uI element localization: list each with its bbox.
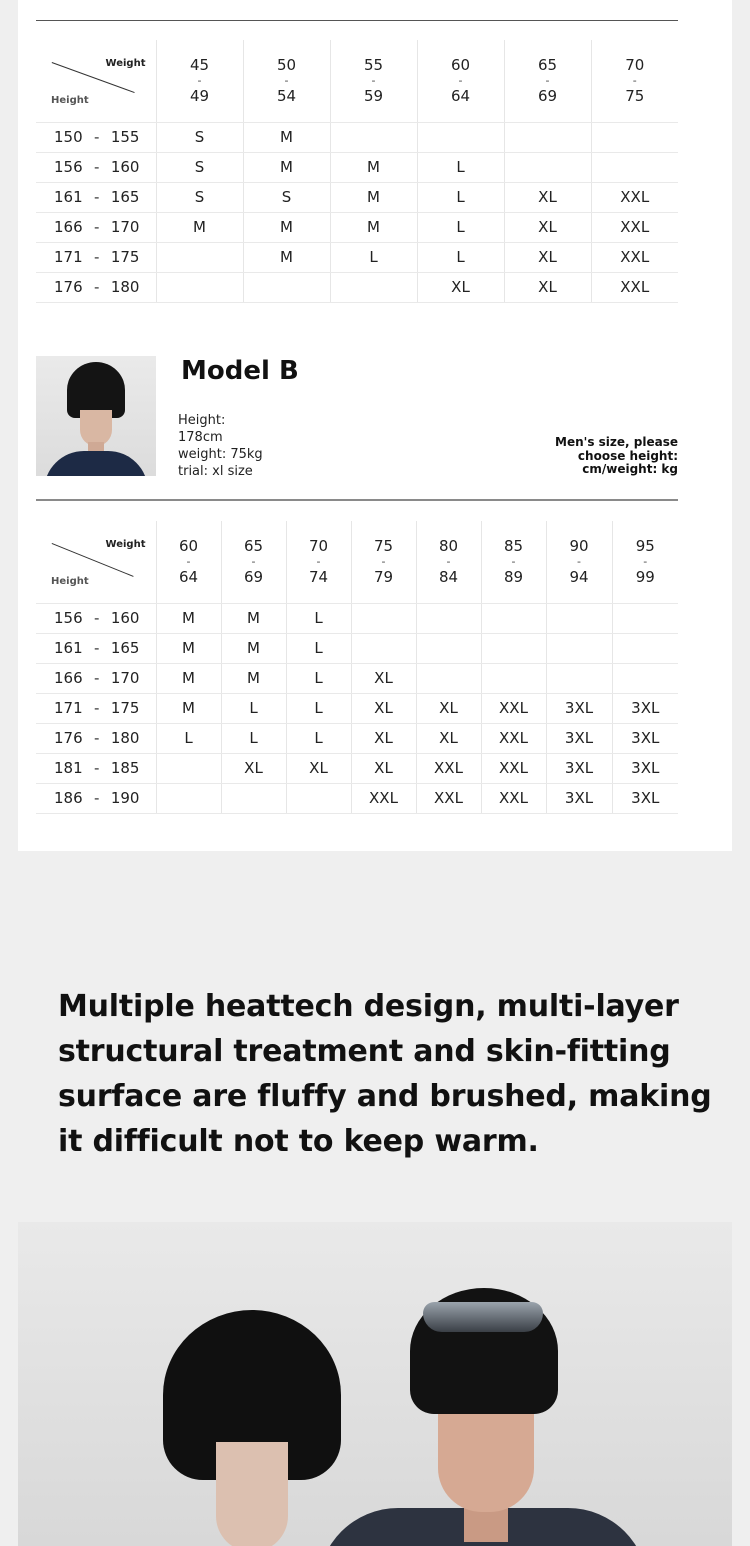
height-from: 156 — [54, 609, 83, 627]
range-dash: - — [316, 554, 321, 568]
range-dash: - — [458, 73, 463, 87]
weight-axis-label: Weight — [105, 539, 146, 550]
size-cell — [416, 633, 481, 663]
range-dash: - — [94, 669, 100, 687]
height-range — [36, 278, 156, 296]
table-row — [36, 242, 678, 272]
height-range-cell — [36, 272, 156, 302]
height-to: 175 — [110, 699, 140, 717]
size-cell: M — [156, 633, 221, 663]
height-from: 186 — [54, 789, 83, 807]
range-dash: - — [94, 188, 100, 206]
range-dash: - — [545, 73, 550, 87]
table-row — [36, 663, 678, 693]
height-range-cell — [36, 753, 156, 783]
size-cell: XL — [351, 753, 416, 783]
size-cell — [156, 242, 243, 272]
size-cell — [612, 663, 678, 693]
size-cell: M — [330, 182, 417, 212]
height-from: 161 — [54, 639, 83, 657]
size-cell: XXL — [481, 753, 546, 783]
size-cell — [504, 152, 591, 182]
weight-range-header — [481, 521, 546, 603]
range-dash: - — [94, 789, 100, 807]
size-cell — [481, 633, 546, 663]
table-row — [36, 182, 678, 212]
height-from: 176 — [54, 729, 83, 747]
height-axis-label: Height — [51, 575, 89, 587]
weight-range-header — [546, 521, 612, 603]
size-cell: L — [417, 212, 504, 242]
size-cell — [330, 122, 417, 152]
size-cell — [221, 783, 286, 813]
model-b-height-value: 178cm — [178, 430, 223, 445]
height-range — [36, 218, 156, 236]
size-cell — [612, 603, 678, 633]
range-dash: - — [251, 554, 256, 568]
weight-range — [418, 57, 504, 105]
weight-to: 74 — [308, 567, 329, 586]
size-note: Men's size, please choose height: cm/weight: kg — [555, 435, 678, 476]
height-to: 170 — [110, 669, 140, 687]
range-dash: - — [94, 248, 100, 266]
size-cell: 3XL — [546, 783, 612, 813]
size-cell: XL — [286, 753, 351, 783]
weight-range — [287, 538, 351, 586]
size-cell: XL — [416, 693, 481, 723]
size-cell: XL — [351, 663, 416, 693]
height-range — [36, 729, 156, 747]
height-range-cell — [36, 152, 156, 182]
size-cell: S — [156, 152, 243, 182]
range-dash: - — [94, 729, 100, 747]
weight-from: 90 — [569, 536, 589, 555]
size-cell: XXL — [591, 182, 678, 212]
weight-to: 94 — [569, 567, 589, 586]
range-dash: - — [577, 554, 581, 568]
size-cell: M — [330, 152, 417, 182]
size-cell — [416, 663, 481, 693]
table-row — [36, 633, 678, 663]
size-cell: M — [243, 212, 330, 242]
size-cell: 3XL — [612, 753, 678, 783]
size-cell: XXL — [591, 272, 678, 302]
size-cell: M — [221, 663, 286, 693]
height-range-cell — [36, 663, 156, 693]
size-cell: XXL — [481, 783, 546, 813]
table-row — [36, 753, 678, 783]
weight-from: 75 — [373, 536, 394, 555]
height-from: 171 — [54, 699, 83, 717]
size-cell — [612, 633, 678, 663]
size-cell: 3XL — [612, 783, 678, 813]
height-from: 150 — [54, 128, 83, 146]
size-cell: XL — [221, 753, 286, 783]
height-range — [36, 759, 156, 777]
height-range — [36, 639, 156, 657]
height-to: 170 — [110, 218, 140, 236]
weight-to: 69 — [537, 86, 558, 105]
range-dash: - — [94, 699, 100, 717]
weight-range-header — [156, 40, 243, 122]
table-row — [36, 783, 678, 813]
weight-range-header — [221, 521, 286, 603]
size-cell — [546, 663, 612, 693]
sunglasses — [423, 1302, 543, 1332]
height-range-cell — [36, 693, 156, 723]
height-to: 155 — [110, 128, 140, 146]
size-cell: L — [156, 723, 221, 753]
range-dash: - — [94, 278, 100, 296]
size-cell: XL — [351, 723, 416, 753]
size-table-a — [36, 40, 678, 303]
weight-to: 84 — [438, 567, 459, 586]
weight-to: 59 — [363, 86, 384, 105]
weight-range-header — [330, 40, 417, 122]
weight-range-header — [504, 40, 591, 122]
size-cell: XL — [504, 212, 591, 242]
height-range — [36, 669, 156, 687]
height-range — [36, 789, 156, 807]
range-dash: - — [371, 73, 376, 87]
range-dash: - — [94, 218, 100, 236]
range-dash: - — [381, 554, 386, 568]
weight-range-header — [612, 521, 678, 603]
size-cell: M — [221, 633, 286, 663]
height-axis-label: Height — [51, 94, 89, 106]
height-to: 165 — [110, 188, 140, 206]
weight-range-header — [351, 521, 416, 603]
height-range-cell — [36, 242, 156, 272]
height-range — [36, 699, 156, 717]
size-table-b — [36, 521, 678, 814]
weight-from: 70 — [625, 55, 645, 74]
size-cell: 3XL — [612, 693, 678, 723]
product-tagline: Multiple heattech design, multi-layer structural treatment and skin-fitting surface are fluffy and brushed, making it difficult not to keep warm. — [58, 989, 712, 1159]
weight-axis-label: Weight — [105, 58, 146, 69]
size-cell — [243, 272, 330, 302]
size-cell — [504, 122, 591, 152]
table-row — [36, 603, 678, 633]
weight-from: 45 — [189, 55, 210, 74]
model-b-photo — [36, 356, 156, 476]
middle-divider — [36, 499, 678, 501]
height-range-cell — [36, 182, 156, 212]
size-cell — [286, 783, 351, 813]
weight-range — [417, 538, 481, 586]
size-cell: L — [221, 693, 286, 723]
weight-to: 64 — [178, 567, 199, 586]
model-b-height-label: Height: — [178, 413, 226, 428]
height-range — [36, 158, 156, 176]
product-photo — [18, 1222, 732, 1546]
size-cell — [591, 122, 678, 152]
height-range-cell — [36, 212, 156, 242]
size-cell: M — [243, 242, 330, 272]
table-row — [36, 212, 678, 242]
weight-to: 64 — [450, 86, 471, 105]
weight-range — [613, 538, 679, 586]
weight-range-header — [417, 40, 504, 122]
height-from: 166 — [54, 218, 83, 236]
size-cell — [481, 663, 546, 693]
size-cell — [330, 272, 417, 302]
range-dash: - — [94, 639, 100, 657]
weight-from: 65 — [243, 536, 264, 555]
size-cell: XL — [351, 693, 416, 723]
height-from: 156 — [54, 158, 83, 176]
size-cell: L — [330, 242, 417, 272]
size-cell — [591, 152, 678, 182]
weight-from: 80 — [438, 536, 459, 555]
range-dash: - — [94, 609, 100, 627]
size-cell: 3XL — [612, 723, 678, 753]
size-cell — [546, 603, 612, 633]
size-cell: M — [156, 663, 221, 693]
size-cell: L — [286, 603, 351, 633]
size-cell — [417, 122, 504, 152]
weight-range — [505, 57, 591, 105]
weight-range — [547, 538, 612, 586]
size-cell: XXL — [591, 212, 678, 242]
height-range-cell — [36, 633, 156, 663]
model-b-title: Model B — [181, 356, 299, 386]
model-b-section — [36, 356, 678, 478]
size-cell: 3XL — [546, 723, 612, 753]
size-cell — [156, 272, 243, 302]
size-cell: XXL — [351, 783, 416, 813]
header-row — [36, 521, 678, 603]
height-from: 171 — [54, 248, 83, 266]
size-cell — [481, 603, 546, 633]
table-row — [36, 693, 678, 723]
size-cell: XL — [417, 272, 504, 302]
size-cell: M — [243, 152, 330, 182]
range-dash: - — [94, 128, 100, 146]
top-divider — [36, 20, 678, 21]
size-cell: S — [156, 122, 243, 152]
weight-range — [331, 57, 417, 105]
weight-range-header — [416, 521, 481, 603]
weight-range — [592, 57, 679, 105]
size-cell: XXL — [591, 242, 678, 272]
size-cell — [156, 783, 221, 813]
weight-from: 50 — [276, 55, 297, 74]
size-cell: XXL — [416, 783, 481, 813]
weight-range — [222, 538, 286, 586]
range-dash: - — [511, 554, 516, 568]
size-cell: L — [417, 242, 504, 272]
size-cell: L — [286, 723, 351, 753]
size-cell — [416, 603, 481, 633]
height-to: 160 — [110, 158, 140, 176]
size-cell: XL — [416, 723, 481, 753]
height-to: 180 — [110, 278, 140, 296]
size-cell — [351, 603, 416, 633]
range-dash: - — [284, 73, 289, 87]
size-cell: M — [221, 603, 286, 633]
weight-to: 49 — [189, 86, 210, 105]
height-range — [36, 609, 156, 627]
range-dash: - — [643, 554, 648, 568]
table-row — [36, 272, 678, 302]
size-cell: L — [286, 633, 351, 663]
model-b-trial: trial: xl size — [178, 464, 253, 479]
range-dash: - — [446, 554, 451, 568]
weight-range — [157, 538, 221, 586]
weight-from: 55 — [363, 55, 384, 74]
size-cell: M — [156, 693, 221, 723]
height-to: 160 — [110, 609, 140, 627]
height-range-cell — [36, 603, 156, 633]
size-cell: XXL — [481, 723, 546, 753]
weight-range-header — [591, 40, 678, 122]
size-cell: L — [286, 693, 351, 723]
weight-to: 75 — [625, 86, 645, 105]
size-cell: M — [330, 212, 417, 242]
weight-range-header — [243, 40, 330, 122]
range-dash: - — [632, 73, 637, 87]
corner-header — [36, 40, 156, 122]
height-from: 176 — [54, 278, 83, 296]
weight-range — [244, 57, 330, 105]
weight-to: 99 — [635, 567, 655, 586]
weight-range — [482, 538, 546, 586]
size-cell: S — [156, 182, 243, 212]
weight-range — [352, 538, 416, 586]
table-row — [36, 723, 678, 753]
height-to: 185 — [110, 759, 140, 777]
size-cell: L — [221, 723, 286, 753]
weight-range-header — [156, 521, 221, 603]
weight-from: 60 — [450, 55, 471, 74]
height-to: 180 — [110, 729, 140, 747]
range-dash: - — [186, 554, 191, 568]
weight-from: 95 — [635, 536, 655, 555]
size-cell: M — [156, 603, 221, 633]
height-range — [36, 248, 156, 266]
weight-to: 69 — [243, 567, 264, 586]
size-cell — [351, 633, 416, 663]
size-cell: L — [417, 152, 504, 182]
range-dash: - — [94, 759, 100, 777]
weight-from: 85 — [503, 536, 524, 555]
height-range-cell — [36, 783, 156, 813]
range-dash: - — [197, 73, 202, 87]
weight-to: 89 — [503, 567, 524, 586]
size-cell: XL — [504, 182, 591, 212]
size-cell: M — [243, 122, 330, 152]
height-range-cell — [36, 723, 156, 753]
size-cell: L — [417, 182, 504, 212]
weight-to: 54 — [276, 86, 297, 105]
range-dash: - — [94, 158, 100, 176]
size-cell: L — [286, 663, 351, 693]
table-row — [36, 152, 678, 182]
size-cell: 3XL — [546, 753, 612, 783]
size-cell: XXL — [416, 753, 481, 783]
height-range — [36, 128, 156, 146]
weight-from: 70 — [308, 536, 329, 555]
header-row — [36, 40, 678, 122]
size-cell: 3XL — [546, 693, 612, 723]
size-cell: XL — [504, 242, 591, 272]
size-cell: XXL — [481, 693, 546, 723]
height-to: 190 — [110, 789, 140, 807]
height-from: 181 — [54, 759, 83, 777]
weight-from: 65 — [537, 55, 558, 74]
size-cell: XL — [504, 272, 591, 302]
size-cell — [546, 633, 612, 663]
weight-range — [157, 57, 243, 105]
height-range-cell — [36, 122, 156, 152]
table-row — [36, 122, 678, 152]
height-from: 161 — [54, 188, 83, 206]
weight-from: 60 — [178, 536, 199, 555]
weight-to: 79 — [373, 567, 394, 586]
height-to: 175 — [110, 248, 140, 266]
model-b-weight: weight: 75kg — [178, 447, 263, 462]
weight-range-header — [286, 521, 351, 603]
size-cell: M — [156, 212, 243, 242]
height-to: 165 — [110, 639, 140, 657]
size-cell: S — [243, 182, 330, 212]
size-cell — [156, 753, 221, 783]
corner-header — [36, 521, 156, 603]
height-from: 166 — [54, 669, 83, 687]
height-range — [36, 188, 156, 206]
model-b-info — [178, 412, 263, 480]
